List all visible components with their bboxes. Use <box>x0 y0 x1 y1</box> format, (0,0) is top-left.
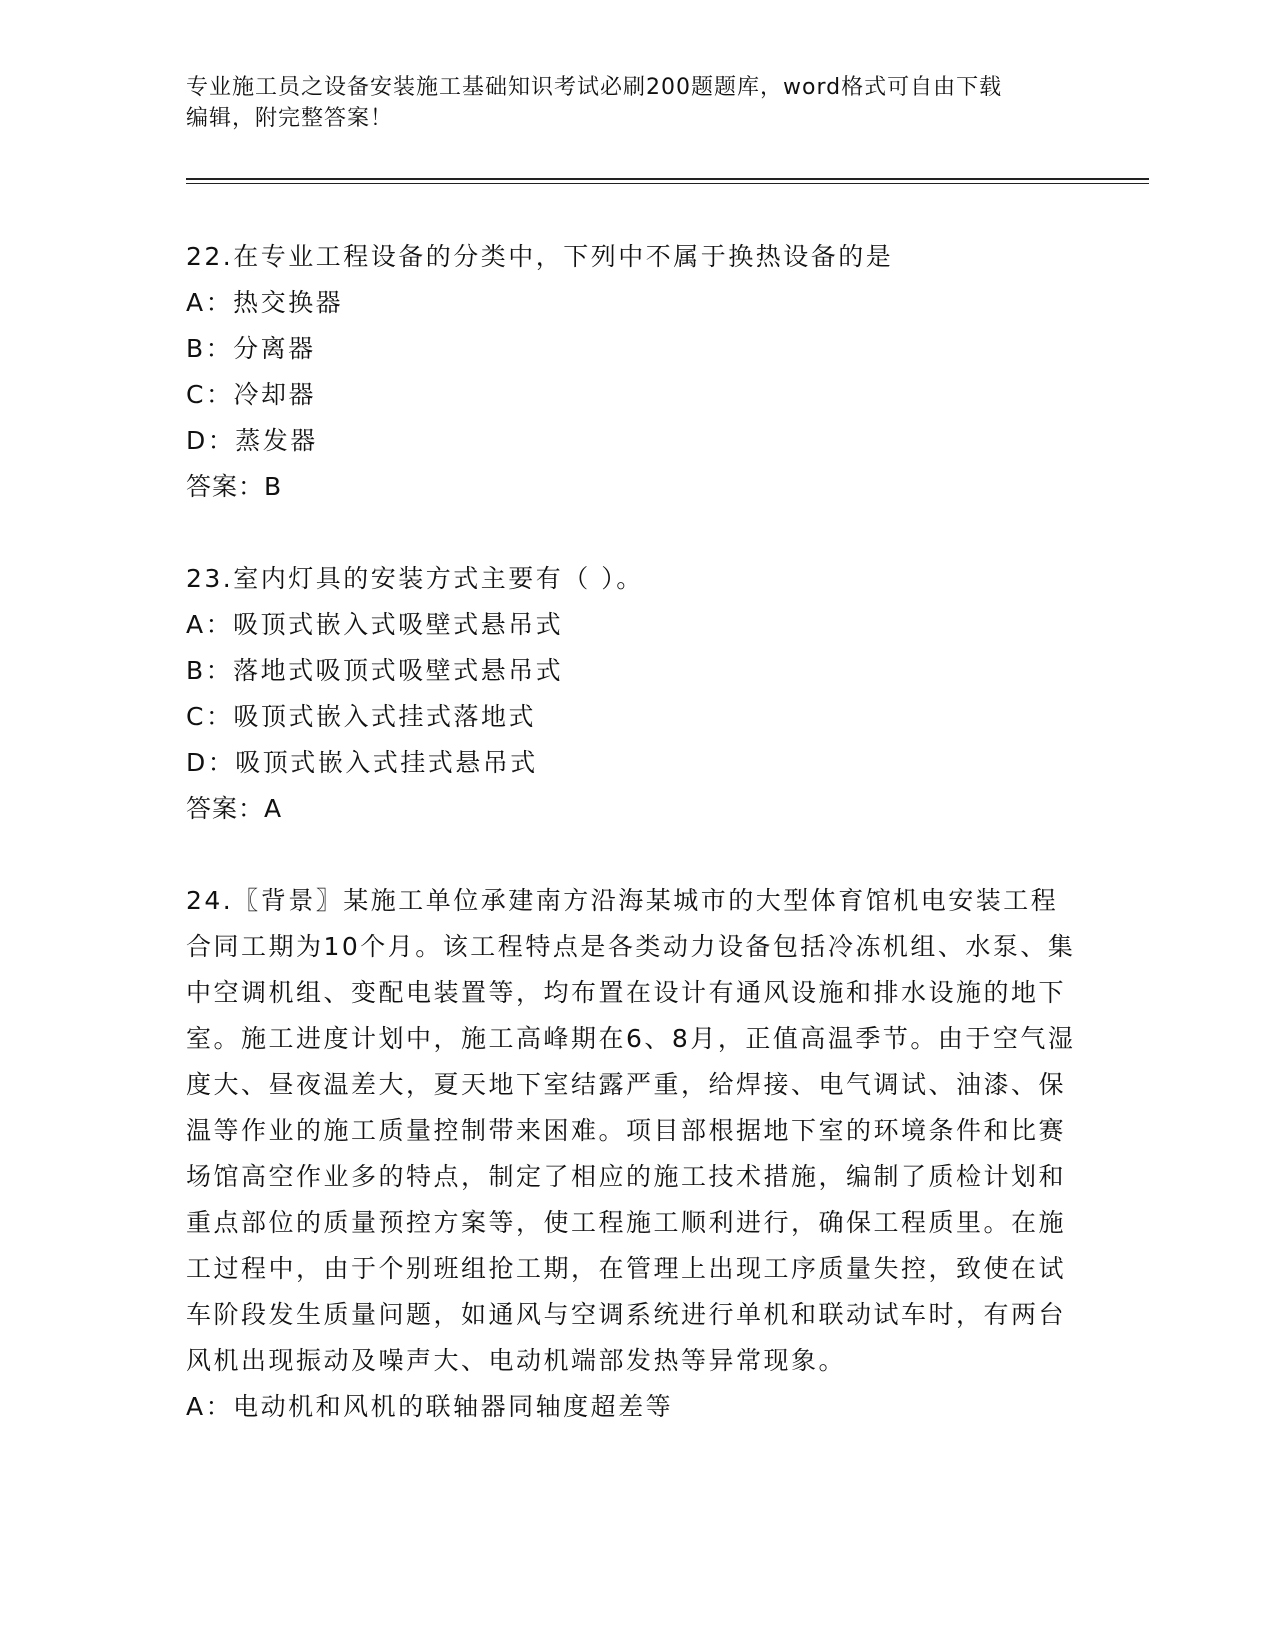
answer: 答案：B <box>186 472 283 501</box>
question-text: 23.室内灯具的安装方式主要有（ ）。 <box>186 564 644 593</box>
option-a: A：热交换器 <box>186 288 344 317</box>
option-b: B：分离器 <box>186 334 316 363</box>
option-d: D：吸顶式嵌入式挂式悬吊式 <box>186 748 538 777</box>
question-list <box>186 234 1076 1476</box>
option-c: C：冷却器 <box>186 380 316 409</box>
option-a: A：吸顶式嵌入式吸壁式悬吊式 <box>186 610 564 639</box>
question-24 <box>186 878 1076 1430</box>
question-text: 22.在专业工程设备的分类中，下列中不属于换热设备的是 <box>186 242 894 271</box>
header-line-2: 编辑，附完整答案！ <box>186 106 394 131</box>
option-c: C：吸顶式嵌入式挂式落地式 <box>186 702 536 731</box>
header-divider-thin <box>186 183 1149 184</box>
document-header <box>186 72 1066 134</box>
header-divider-thick <box>186 178 1149 180</box>
header-line-1: 专业施工员之设备安装施工基础知识考试必刷200题题库，word格式可自由下载 <box>186 75 1003 100</box>
answer: 答案：A <box>186 794 283 823</box>
question-23 <box>186 556 1076 832</box>
question-22 <box>186 234 1076 510</box>
option-d: D：蒸发器 <box>186 426 318 455</box>
option-b: B：落地式吸顶式吸壁式悬吊式 <box>186 656 564 685</box>
option-a: A：电动机和风机的联轴器同轴度超差等 <box>186 1392 674 1421</box>
question-text: 24.〖背景〗某施工单位承建南方沿海某城市的大型体育馆机电安装工程合同工期为10个月。该工程特点是各类动力设备包括冷冻机组、水泵、集中空调机组、变配电装置等，均布置在设计有通风设施和排水设施的地下室。施工进度计划中，施工高峰期在6、8月，正值高温季节。由于空气湿度大、昼夜温差大，夏天地下室结露严重，给焊接、电气调试、油漆、保温等作业的施工质量控制带来困难。项目部根据地下室的环境条件和比赛场馆高空作业多的特点，制定了相应的施工技术措施，编制了质检计划和重点部位的质量预控方案等，使工程施工顺利进行，确保工程质里。在施工过程中，由于个别班组抢工期，在管理上出现工序质量失控，致使在试车阶段发生质量问题，如通风与空调系统进行单机和联动试车时，有两台风机出现振动及噪声大、电动机端部发热等异常现象。 <box>186 886 1076 1375</box>
